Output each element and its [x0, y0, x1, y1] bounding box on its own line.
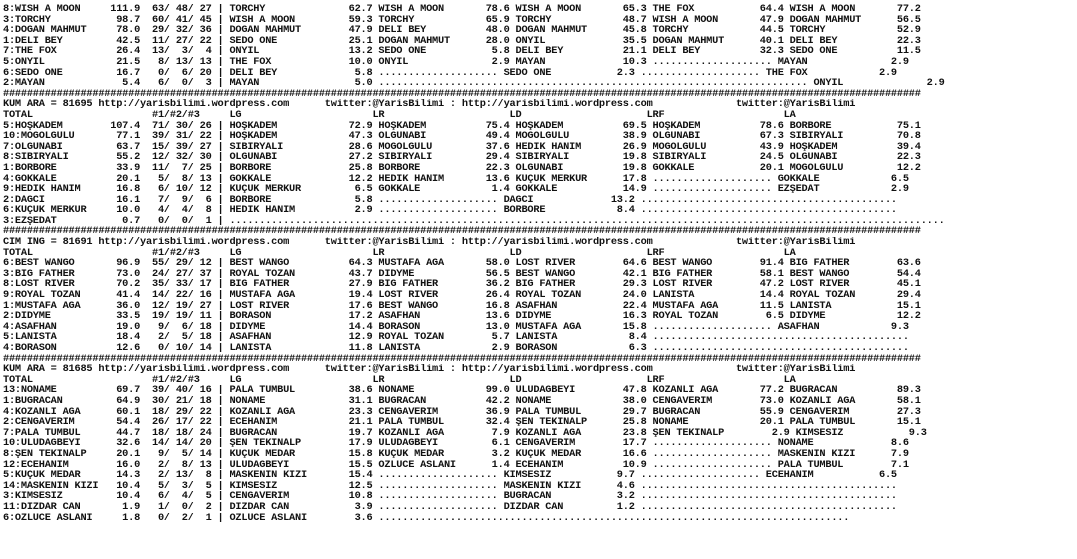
text-line: TOTAL #1/#2/#3 LG LR LD LRF LA [3, 374, 796, 386]
text-line: 1:MUSTAFA AGA 36.0 12/ 19/ 27 | LOST RIVER 17.6 BEST WANGO 16.8 ASAFHAN 22.4 MUSTAFA AGA 11.5 LANISTA 15.1 [3, 300, 921, 312]
text-line: 11:DIZDAR CAN 1.9 1/ 0/ 2 | DIZDAR CAN 3.9 .................... DIZDAR CAN 1.2 ........................................... [3, 501, 897, 513]
text-line: 7:PALA TUMBUL 44.7 18/ 18/ 24 | BUĞRACAN 19.7 KOZANLI AĞA 7.9 KOZANLI AĞA 23.8 ŞEN TEKİNALP 2.9 KİMSESİZ 9.3 [3, 427, 927, 439]
text-line: 7:THE FOX 26.4 13/ 3/ 4 | ONYIL 13.2 SEDO ONE 5.8 DELİ BEY 21.1 DELİ BEY 32.3 SEDO ONE 11.5 [3, 46, 921, 57]
text-line: 3:EZŞEDAT 0.7 0/ 0/ 1 | ........................................................................................................................ [3, 215, 945, 227]
text-line: 7:OLGUNABİ 63.7 15/ 39/ 27 | SİBİRYALI 28.6 MOĞOLGÜLÜ 37.6 HEDİK HANIM 26.9 MOĞOLGÜLÜ 43.9 HOŞKADEM 39.4 [3, 141, 921, 153]
text-line: 2:DIDYME 33.5 19/ 19/ 11 | BORASON 17.2 ASAFHAN 13.6 DIDYME 16.3 ROYAL TOZAN 6.5 DIDYME 12.2 [3, 311, 921, 322]
text-line: KUM ARA = 81685 http://yarisbilimi.wordpress.com twitter:@YarisBilimi : http://yarisbilimi.wordpress.com twitter:@YarisBilimi [3, 364, 856, 375]
text-line: 10:MOĞOLGÜLÜ 77.1 39/ 31/ 22 | HOŞKADEM 47.3 OLGUNABİ 49.4 MOĞOLGÜLÜ 38.9 OLGUNABİ 67.3 SİBİRYALI 70.8 [3, 131, 921, 142]
text-line: 5:HOŞKADEM 107.4 71/ 30/ 26 | HOŞKADEM 72.9 HOŞKADEM 75.4 HOŞKADEM 69.5 HOŞKADEM 78.6 BORBORE 75.1 [3, 120, 921, 132]
text-line: 9:ROYAL TOZAN 41.4 14/ 22/ 16 | MUSTAFA AGA 19.4 LOST RIVER 26.4 ROYAL TOZAN 24.0 LANISTA 14.4 ROYAL TOZAN 29.4 [3, 290, 921, 301]
text-line: 6:SEDO ONE 16.7 0/ 6/ 20 | DELİ BEY 5.8 .................... SEDO ONE 2.3 .................... THE FOX 2.9 [3, 67, 897, 79]
text-line: ########################################################################################################################################################## [3, 88, 921, 100]
text-line: 8:ŞEN TEKİNALP 20.1 9/ 5/ 14 | KÜÇÜK MEDAR 15.8 KÜÇÜK MEDAR 3.2 KÜÇÜK MEDAR 16.6 .................... MASKENİN KIZI 7.9 [3, 448, 909, 460]
text-line: 3:KİMSESİZ 10.4 6/ 4/ 5 | CENGAVERİM 10.8 .................... BUĞRACAN 3.2 ........................................... [3, 491, 897, 502]
text-line: 6:ÖZLÜCE ASLANI 1.8 0/ 2/ 1 | ÖZLÜCE ASLANI 3.6 ............................................................................... [3, 512, 850, 524]
text-line: 13:NONAME 69.7 39/ 40/ 16 | PALA TUMBUL 38.6 NONAME 99.0 ULUDAĞBEYİ 47.8 KOZANLI AĞA 77.2 BUĞRACAN 89.3 [3, 385, 921, 396]
text-line: 8:WISH A MOON 111.9 63/ 48/ 27 | TORCHY 62.7 WISH A MOON 78.6 WISH A MOON 65.3 THE FOX 64.4 WISH A MOON 77.2 [3, 4, 921, 15]
text-line: 4:BORASON 12.6 0/ 10/ 14 | LANISTA 11.8 LANISTA 2.9 BORASON 6.3 ........................................... [3, 343, 909, 354]
text-line: 5:LANISTA 18.4 2/ 5/ 18 | ASAFHAN 12.9 ROYAL TOZAN 5.7 LANISTA 8.4 ........................................... [3, 332, 909, 343]
text-line: KUM ARA = 81695 http://yarisbilimi.wordpress.com twitter:@YarisBilimi : http://yarisbilimi.wordpress.com twitter:@YarisBilimi [3, 99, 856, 110]
text-line: 3:TORCHY 98.7 60/ 41/ 45 | WISH A MOON 59.3 TORCHY 65.9 TORCHY 48.7 WISH A MOON 47.9 DOĞAN MAHMUT 56.5 [3, 14, 921, 26]
text-line: 9:HEDİK HANIM 16.8 6/ 10/ 12 | KÜÇÜK MERKÜR 6.5 GÖKKALE 1.4 GÖKKALE 14.9 .................... EZŞEDAT 2.9 [3, 184, 909, 195]
text-line: TOTAL #1/#2/#3 LG LR LD LRF LA [3, 247, 796, 259]
text-line: 4:GÖKKALE 20.1 5/ 8/ 13 | GÖKKALE 12.2 HEDİK HANIM 13.6 KÜÇÜK MERKÜR 17.8 .................... GÖKKALE 6.5 [3, 173, 909, 185]
text-line: 5:KÜÇÜK MEDAR 14.3 2/ 13/ 8 | MASKENİN KIZI 15.4 .................... KİMSESİZ 9.7 .................... ECEHANIM 6.5 [3, 470, 897, 481]
text-line: TOTAL #1/#2/#3 LG LR LD LRF LA [3, 109, 796, 121]
text-line: 8:SİBİRYALI 55.2 12/ 32/ 30 | OLGUNABİ 27.2 SİBİRYALI 29.4 SİBİRYALI 19.8 SİBİRYALI 24.5 OLGUNABİ 22.3 [3, 152, 921, 163]
text-line: 12:ECEHANIM 16.0 2/ 8/ 13 | ULUDAĞBEYİ 15.5 ÖZLÜCE ASLANI 1.4 ECEHANIM 10.9 .................... PALA TUMBUL 7.1 [3, 459, 909, 471]
text-line: 2:DAĞCI 16.1 7/ 9/ 6 | BORBORE 5.8 .................... DAĞCI 13.2 ........................................... [3, 194, 897, 206]
text-line: 10:ULUDAĞBEYİ 32.6 14/ 14/ 20 | ŞEN TEKİNALP 17.9 ULUDAĞBEYİ 6.1 CENGAVERİM 17.7 .................... NONAME 8.6 [3, 438, 909, 449]
text-line: 4:ASAFHAN 19.0 9/ 6/ 18 | DIDYME 14.4 BORASON 13.0 MUSTAFA AGA 15.8 .................... ASAFHAN 9.3 [3, 321, 909, 333]
text-line: 1:DELİ BEY 42.5 11/ 27/ 22 | SEDO ONE 25.1 DOĞAN MAHMUT 28.0 ONYIL 35.5 DOĞAN MAHMUT 40.1 DELİ BEY 22.3 [3, 35, 921, 47]
text-line: ########################################################################################################################################################## [3, 226, 921, 238]
text-line: 6:KÜÇÜK MERKÜR 10.0 4/ 4/ 8 | HEDİK HANIM 2.9 .................... BORBORE 8.4 ........................................... [3, 205, 897, 216]
text-line: CIM ING = 81691 http://yarisbilimi.wordpress.com twitter:@YarisBilimi : http://yarisbilimi.wordpress.com twitter:@YarisBilimi [3, 237, 856, 248]
text-line: 8:LOST RIVER 70.2 35/ 33/ 17 | BIG FATHER 27.9 BIG FATHER 36.2 BIG FATHER 29.3 LOST RIVER 47.2 LOST RIVER 45.1 [3, 279, 921, 291]
text-line: 2:CENGAVERİM 54.4 26/ 17/ 22 | ECEHANIM 21.1 PALA TUMBUL 32.4 ŞEN TEKİNALP 25.8 NONAME 20.1 PALA TUMBUL 15.1 [3, 417, 921, 428]
text-line: ########################################################################################################################################################## [3, 353, 921, 365]
text-line: 4:KOZANLI AĞA 60.1 18/ 29/ 22 | KOZANLI AĞA 23.3 CENGAVERİM 36.9 PALA TUMBUL 29.7 BUĞRACAN 55.9 CENGAVERİM 27.3 [3, 406, 921, 418]
text-line: 6:BEST WANGO 96.9 55/ 29/ 12 | BEST WANGO 64.3 MUSTAFA AGA 58.0 LOST RIVER 64.6 BEST WANGO 91.4 BIG FATHER 63.6 [3, 258, 921, 269]
text-line: 1:BUĞRACAN 64.9 30/ 21/ 18 | NONAME 31.1 BUĞRACAN 42.2 NONAME 38.0 CENGAVERİM 73.0 KOZANLI AĞA 58.1 [3, 395, 921, 407]
text-line: 4:DOĞAN MAHMUT 78.0 29/ 32/ 36 | DOĞAN MAHMUT 47.9 DELİ BEY 48.0 DOĞAN MAHMUT 45.8 TORCHY 44.5 TORCHY 52.9 [3, 25, 921, 36]
text-line: 3:BIG FATHER 73.0 24/ 27/ 37 | ROYAL TOZAN 43.7 DIDYME 56.5 BEST WANGO 42.1 BIG FATHER 58.1 BEST WANGO 54.4 [3, 268, 921, 280]
text-line: 2:MAYAN 5.4 6/ 0/ 3 | MAYAN 5.0 ........................................................................ ONYIL 2.9 [3, 78, 945, 89]
text-line: 14:MASKENİN KIZI 10.4 5/ 3/ 5 | KİMSESİZ 12.5 .................... MASKENİN KIZI 4.6 ........................................... [3, 480, 897, 492]
text-line: 5:ONYIL 21.5 8/ 13/ 13 | THE FOX 10.0 ONYIL 2.9 MAYAN 10.3 .................... MAYAN 2.9 [3, 56, 909, 68]
text-line: 1:BORBORE 33.9 11/ 7/ 25 | BORBORE 25.8 BORBORE 22.3 OLGUNABİ 19.8 GÖKKALE 20.1 MOĞOLGÜLÜ 12.2 [3, 162, 921, 174]
